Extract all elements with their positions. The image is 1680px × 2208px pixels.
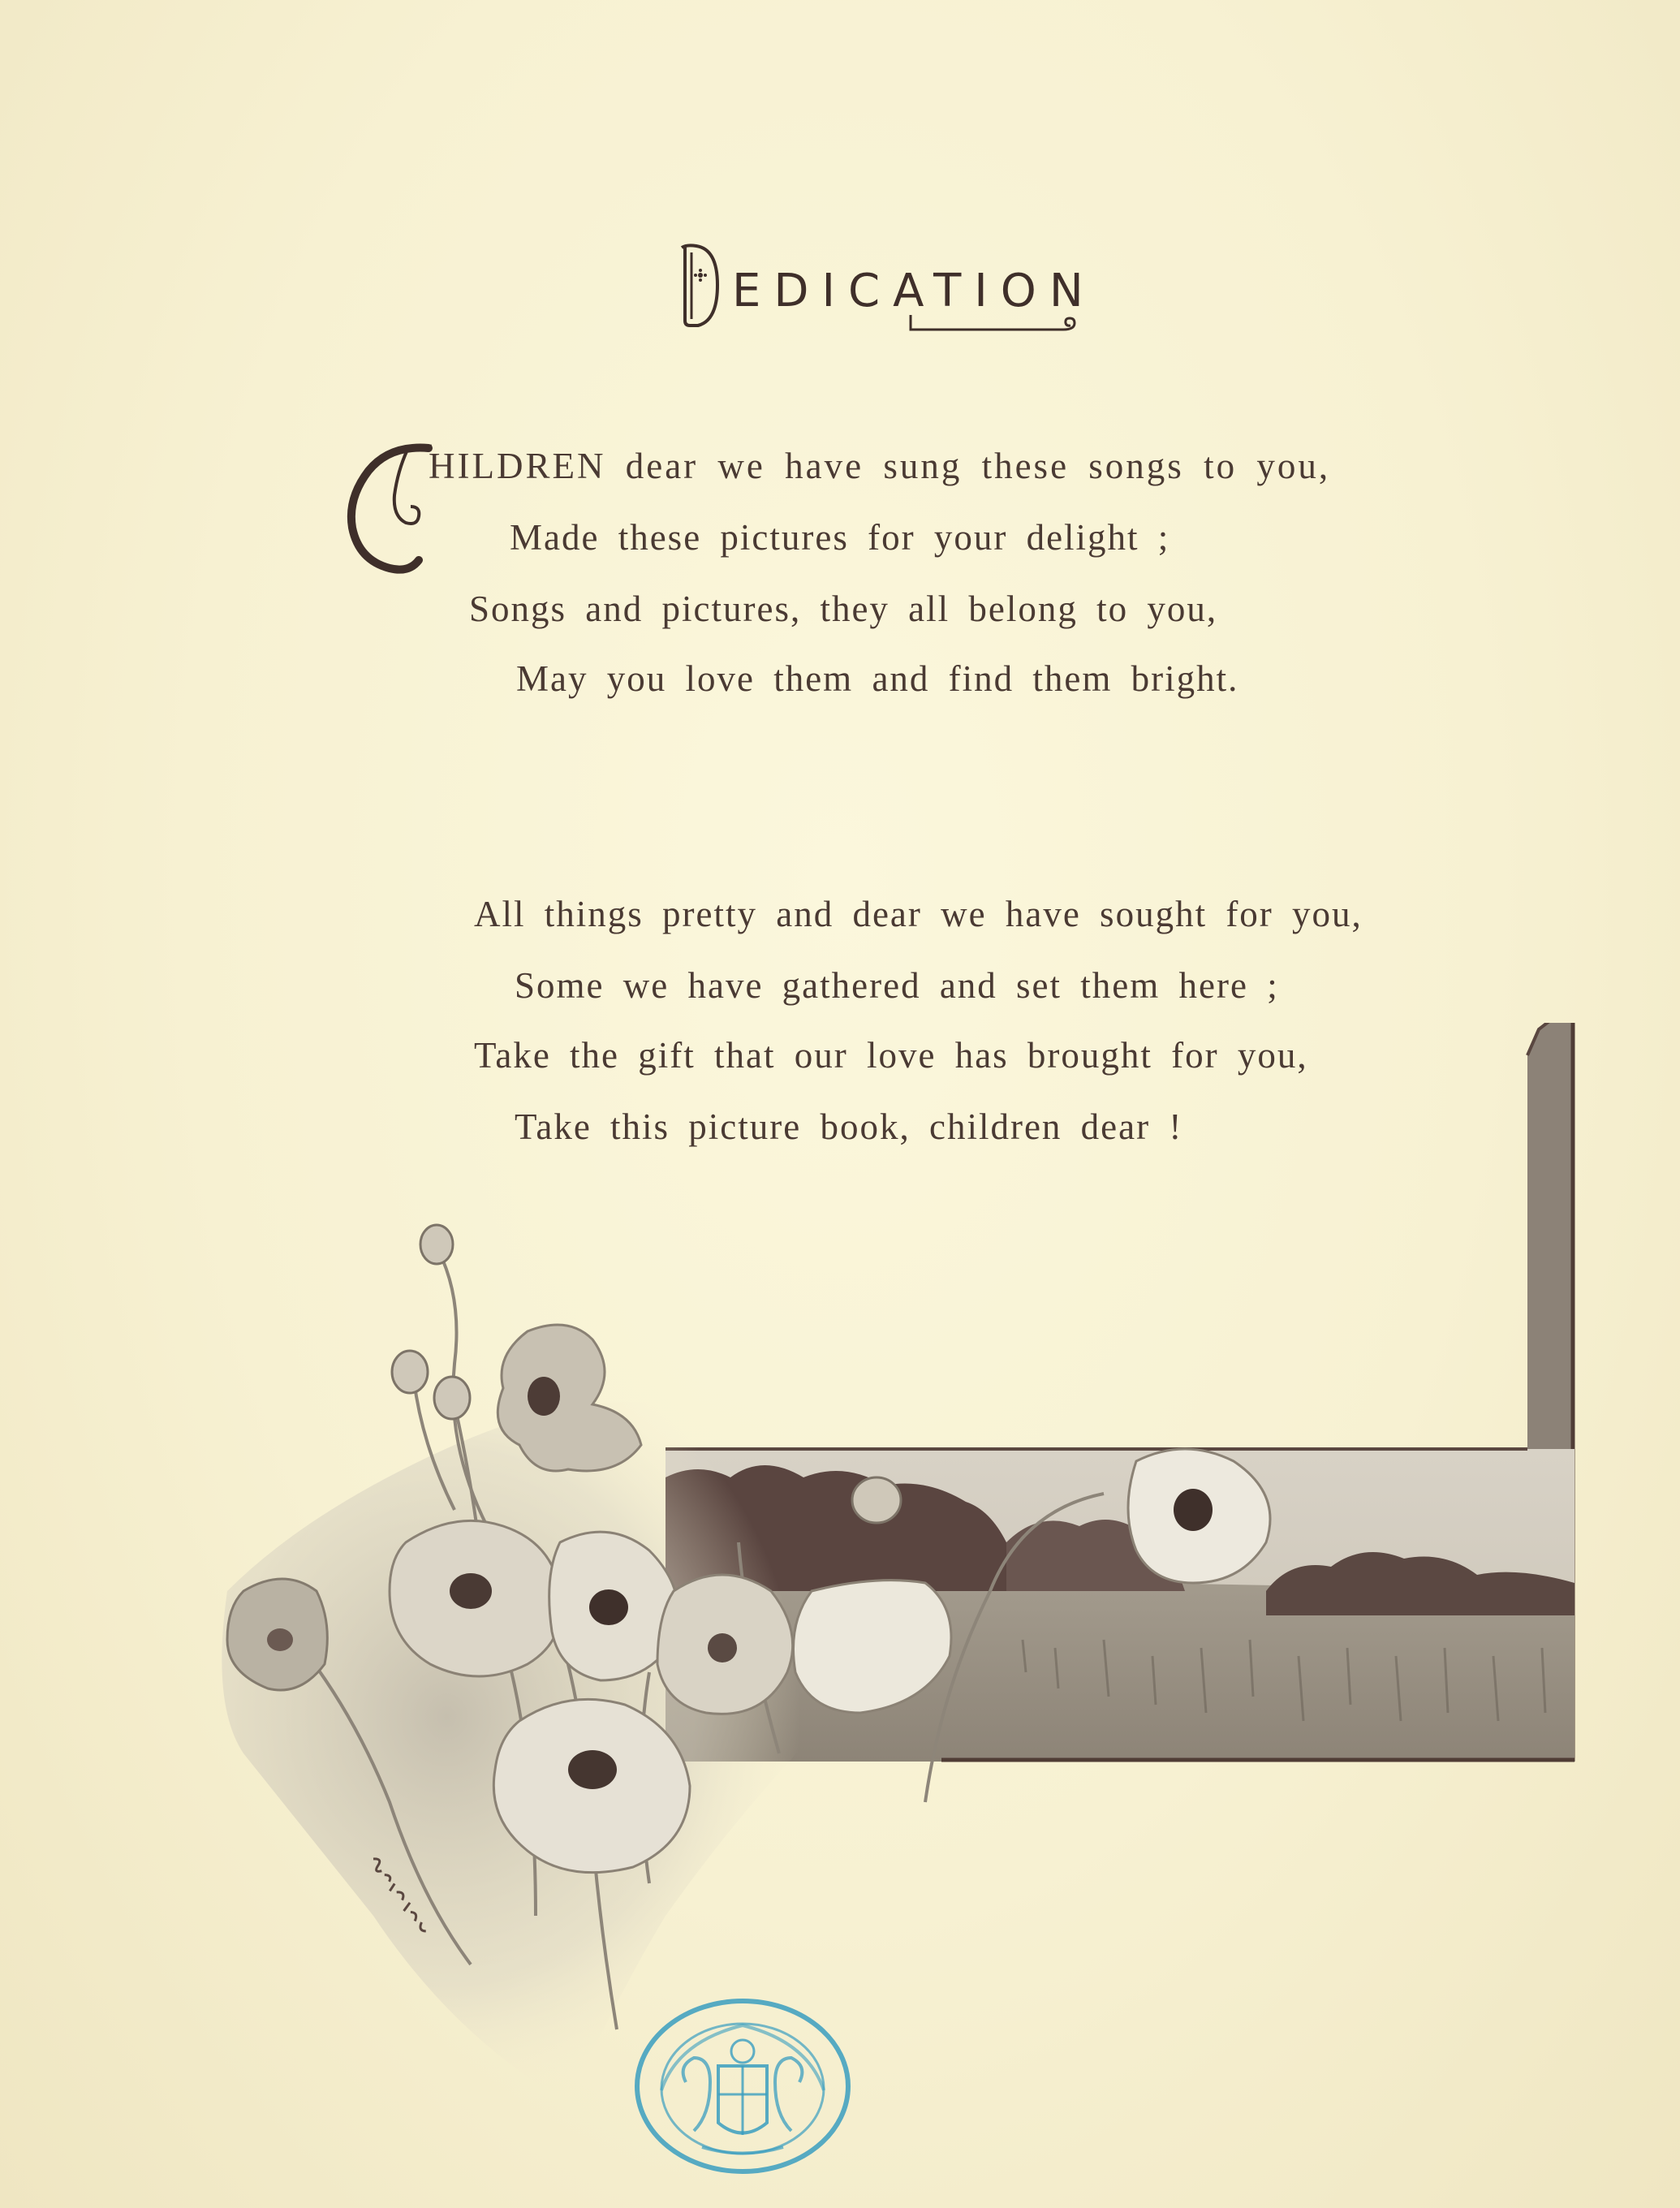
stanza1-line3: Songs and pictures, they all belong to you,	[469, 589, 1218, 629]
stanza1-line2: Made these pictures for your delight ;	[510, 517, 1170, 558]
stanza2-line1: All things pretty and dear we have sought for you,	[474, 894, 1363, 934]
british-museum-stamp	[629, 1993, 856, 2180]
title-text: EDICATION	[732, 265, 1096, 317]
poppy-meadow-illustration	[211, 1023, 1591, 2102]
stanza2-line3: Take the gift that our love has brought for you,	[474, 1035, 1308, 1076]
stanza2-line4: Take this picture book, children dear !	[515, 1106, 1183, 1147]
title-flourish	[909, 313, 1079, 333]
stanza1-line1: HILDREN dear we have sung these songs to you,	[429, 446, 1331, 486]
stanza2-line2: Some we have gathered and set them here ;	[515, 965, 1279, 1006]
page-title	[666, 235, 1096, 341]
dropcap-c	[341, 438, 434, 576]
ornamental-d-initial	[674, 239, 722, 329]
stanza1-line4: May you love them and find them bright.	[516, 658, 1239, 699]
